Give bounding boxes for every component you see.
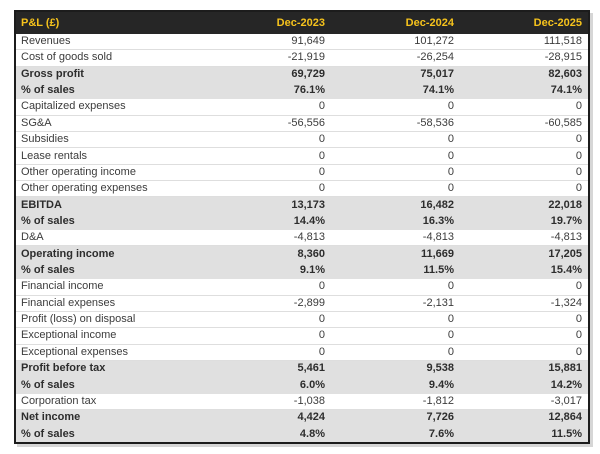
table-row	[15, 279, 589, 295]
table-row	[15, 295, 589, 311]
row-label: Lease rentals	[15, 148, 202, 164]
cell-value: 111,518	[460, 34, 589, 50]
row-label: Other operating expenses	[15, 181, 202, 197]
cell-value: 5,461	[202, 361, 331, 377]
cell-value: 0	[202, 164, 331, 180]
cell-value: 0	[331, 328, 460, 344]
cell-value: 19.7%	[460, 213, 589, 229]
row-label: SG&A	[15, 115, 202, 131]
cell-value: 11,669	[331, 246, 460, 262]
table-row	[15, 197, 589, 213]
cell-value: 0	[202, 131, 331, 147]
table-row	[15, 82, 589, 98]
table-row	[15, 230, 589, 246]
cell-value: -56,556	[202, 115, 331, 131]
table-body	[15, 34, 589, 443]
table-row	[15, 393, 589, 409]
cell-value: 15,881	[460, 361, 589, 377]
cell-value: 16.3%	[331, 213, 460, 229]
cell-value: 0	[202, 344, 331, 360]
cell-value: 0	[202, 311, 331, 327]
row-label: Cost of goods sold	[15, 50, 202, 66]
cell-value: -4,813	[331, 230, 460, 246]
cell-value: -4,813	[460, 230, 589, 246]
table-row	[15, 34, 589, 50]
row-label: % of sales	[15, 262, 202, 278]
cell-value: 0	[460, 344, 589, 360]
cell-value: 0	[331, 131, 460, 147]
cell-value: 0	[331, 164, 460, 180]
table-row	[15, 344, 589, 360]
cell-value: 11.5%	[460, 426, 589, 443]
cell-value: 17,205	[460, 246, 589, 262]
table-row	[15, 246, 589, 262]
cell-value: 74.1%	[331, 82, 460, 98]
cell-value: 75,017	[331, 66, 460, 82]
row-label: Profit before tax	[15, 361, 202, 377]
table-row	[15, 426, 589, 443]
row-label: Gross profit	[15, 66, 202, 82]
table-row	[15, 50, 589, 66]
cell-value: -26,254	[331, 50, 460, 66]
table-row	[15, 66, 589, 82]
cell-value: -2,899	[202, 295, 331, 311]
cell-value: 91,649	[202, 34, 331, 50]
table-row	[15, 213, 589, 229]
table-row	[15, 262, 589, 278]
cell-value: 13,173	[202, 197, 331, 213]
cell-value: 11.5%	[331, 262, 460, 278]
row-label: Other operating income	[15, 164, 202, 180]
row-label: Subsidies	[15, 131, 202, 147]
column-header: Dec-2023	[202, 11, 331, 34]
row-label: Operating income	[15, 246, 202, 262]
row-label: Exceptional income	[15, 328, 202, 344]
row-label: Net income	[15, 410, 202, 426]
cell-value: 69,729	[202, 66, 331, 82]
row-label: Exceptional expenses	[15, 344, 202, 360]
cell-value: 22,018	[460, 197, 589, 213]
row-label: % of sales	[15, 426, 202, 443]
cell-value: 16,482	[331, 197, 460, 213]
cell-value: -4,813	[202, 230, 331, 246]
cell-value: 15.4%	[460, 262, 589, 278]
cell-value: 0	[202, 99, 331, 115]
cell-value: 0	[202, 328, 331, 344]
cell-value: 0	[331, 344, 460, 360]
cell-value: 0	[460, 328, 589, 344]
cell-value: -2,131	[331, 295, 460, 311]
cell-value: 9.4%	[331, 377, 460, 393]
cell-value: -28,915	[460, 50, 589, 66]
pnl-table-container	[14, 10, 588, 444]
table-row	[15, 311, 589, 327]
table-header-row	[15, 11, 589, 34]
cell-value: 0	[460, 99, 589, 115]
table-row	[15, 328, 589, 344]
cell-value: -1,812	[331, 393, 460, 409]
row-label: Revenues	[15, 34, 202, 50]
cell-value: -1,324	[460, 295, 589, 311]
row-label: Financial expenses	[15, 295, 202, 311]
cell-value: 74.1%	[460, 82, 589, 98]
cell-value: 0	[331, 181, 460, 197]
cell-value: 9,538	[331, 361, 460, 377]
table-row	[15, 148, 589, 164]
cell-value: 0	[460, 164, 589, 180]
cell-value: 0	[460, 279, 589, 295]
cell-value: 4,424	[202, 410, 331, 426]
cell-value: -1,038	[202, 393, 331, 409]
cell-value: 4.8%	[202, 426, 331, 443]
cell-value: -21,919	[202, 50, 331, 66]
row-label: % of sales	[15, 82, 202, 98]
cell-value: 12,864	[460, 410, 589, 426]
table-title: P&L (£)	[15, 11, 202, 34]
table-row	[15, 361, 589, 377]
cell-value: 0	[202, 279, 331, 295]
cell-value: 7.6%	[331, 426, 460, 443]
row-label: Profit (loss) on disposal	[15, 311, 202, 327]
column-header: Dec-2024	[331, 11, 460, 34]
cell-value: 0	[331, 279, 460, 295]
row-label: Capitalized expenses	[15, 99, 202, 115]
cell-value: -60,585	[460, 115, 589, 131]
table-row	[15, 377, 589, 393]
cell-value: 0	[460, 148, 589, 164]
cell-value: 101,272	[331, 34, 460, 50]
cell-value: 6.0%	[202, 377, 331, 393]
cell-value: 0	[202, 181, 331, 197]
cell-value: -58,536	[331, 115, 460, 131]
row-label: Corporation tax	[15, 393, 202, 409]
cell-value: 0	[460, 311, 589, 327]
cell-value: 14.2%	[460, 377, 589, 393]
cell-value: -3,017	[460, 393, 589, 409]
row-label: % of sales	[15, 377, 202, 393]
row-label: EBITDA	[15, 197, 202, 213]
cell-value: 0	[331, 311, 460, 327]
cell-value: 7,726	[331, 410, 460, 426]
row-label: D&A	[15, 230, 202, 246]
table-row	[15, 164, 589, 180]
table-row	[15, 131, 589, 147]
cell-value: 9.1%	[202, 262, 331, 278]
cell-value: 8,360	[202, 246, 331, 262]
row-label: % of sales	[15, 213, 202, 229]
cell-value: 76.1%	[202, 82, 331, 98]
cell-value: 0	[202, 148, 331, 164]
pnl-table	[14, 10, 590, 444]
column-header: Dec-2025	[460, 11, 589, 34]
cell-value: 0	[331, 148, 460, 164]
cell-value: 82,603	[460, 66, 589, 82]
table-row	[15, 115, 589, 131]
cell-value: 0	[460, 181, 589, 197]
row-label: Financial income	[15, 279, 202, 295]
cell-value: 0	[460, 131, 589, 147]
table-row	[15, 181, 589, 197]
table-row	[15, 99, 589, 115]
cell-value: 0	[331, 99, 460, 115]
cell-value: 14.4%	[202, 213, 331, 229]
table-row	[15, 410, 589, 426]
